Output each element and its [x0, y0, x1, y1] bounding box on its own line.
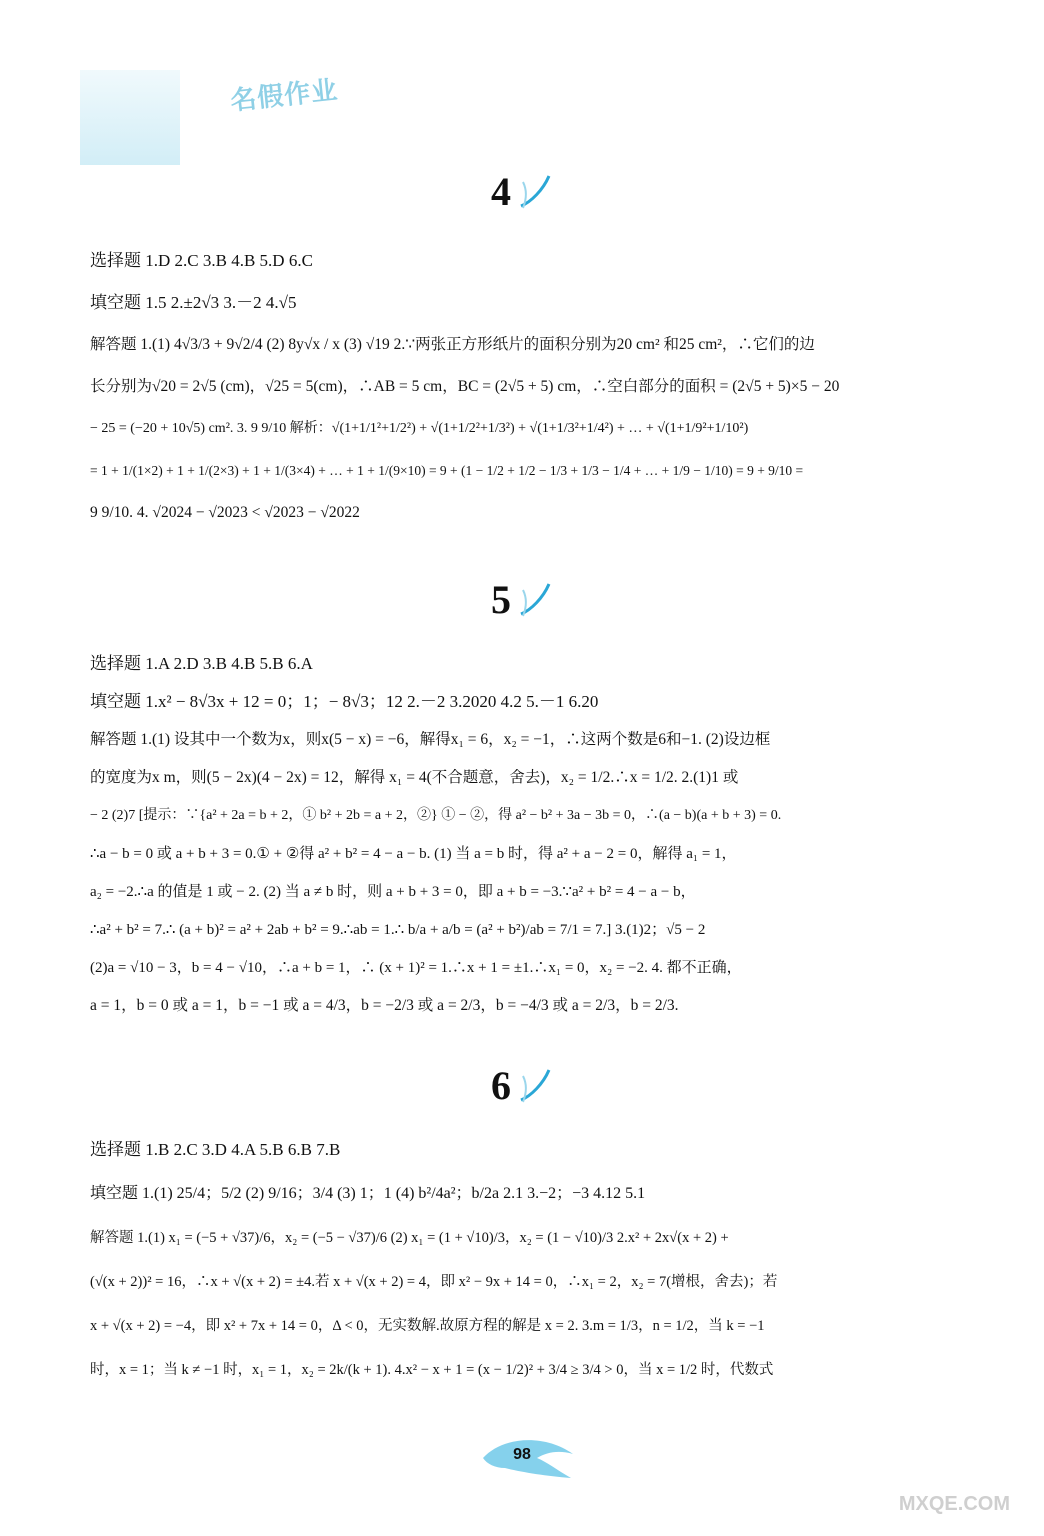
logo-graphic	[80, 70, 180, 165]
section-heading-6	[0, 1062, 1044, 1109]
answer-line: 选择题 1.D 2.C 3.B 4.B 5.D 6.C	[90, 251, 313, 270]
swoosh-icon	[517, 580, 553, 620]
answer-line: (√(x + 2))² = 16，∴x + √(x + 2) = ±4.若 x + √(x + 2) = 4，即 x² − 9x + 14 = 0，∴x₁ = 2，x₂ = 7(增根，舍去)；若	[90, 1274, 778, 1290]
section-number: 5	[491, 577, 511, 622]
page-number: 98	[513, 1446, 531, 1463]
answer-line: ∴a − b = 0 或 a + b + 3 = 0.① + ②得 a² + b² = 4 − a − b. (1) 当 a = b 时，得 a² + a − 2 = 0，解得 a₁ = 1，	[90, 846, 737, 862]
watermark-text: MXQE.COM	[898, 1493, 1010, 1515]
answer-line: 的宽度为x m，则(5 − 2x)(4 − 2x) = 12，解得 x₁ = 4(不合题意，舍去)，x₂ = 1/2.∴x = 1/2. 2.(1)1 或	[90, 769, 739, 786]
header-logo	[70, 40, 370, 170]
section-5-content	[90, 645, 1002, 1025]
answer-line: − 2 (2)7 [提示：∵{a² + 2a = b + 2，① b² + 2b = a + 2，②} ① − ②，得 a² − b² + 3a − 3b = 0，∴(a − b)(a + b + 3) = 0.	[90, 808, 782, 823]
answer-line: 解答题 1.(1) 4√3/3 + 9√2/4 (2) 8y√x / x (3) √19 2.∵两张正方形纸片的面积分别为20 cm² 和25 cm²，∴它们的边	[90, 336, 815, 353]
answer-line: 选择题 1.B 2.C 3.D 4.A 5.B 6.B 7.B	[90, 1140, 341, 1159]
section-6-content	[90, 1128, 1002, 1392]
section-number: 6	[491, 1063, 511, 1108]
answer-line: 长分别为√20 = 2√5 (cm)，√25 = 5(cm)，∴AB = 5 cm，BC = (2√5 + 5) cm，∴空白部分的面积 = (2√5 + 5)×5 − 20	[90, 378, 840, 395]
answer-line: 选择题 1.A 2.D 3.B 4.B 5.B 6.A	[90, 654, 313, 673]
section-heading-5	[0, 576, 1044, 623]
header-title: 名假作业	[228, 74, 340, 116]
swoosh-icon	[517, 1066, 553, 1106]
answer-line: 解答题 1.(1) 设其中一个数为x，则x(5 − x) = −6，解得x₁ = 6，x₂ = −1，∴这两个数是6和−1. (2)设边框	[90, 731, 771, 748]
answer-line: = 1 + 1/(1×2) + 1 + 1/(2×3) + 1 + 1/(3×4) + … + 1 + 1/(9×10) = 9 + (1 − 1/2 + 1/2 − 1/3 + 1/3 − 1/4 + … + 1/9 − 1/10) = 9 + 9/10 =	[90, 463, 804, 478]
section-heading-4	[0, 168, 1044, 215]
watermark	[860, 1440, 1030, 1530]
answer-line: x + √(x + 2) = −4，即 x² + 7x + 14 = 0，Δ < 0，无实数解.故原方程的解是 x = 2. 3.m = 1/3，n = 1/2，当 k = −1	[90, 1318, 765, 1334]
answer-line: ∴a² + b² = 7.∴ (a + b)² = a² + 2ab + b² = 9.∴ab = 1.∴ b/a + a/b = (a² + b²)/ab = 7/1 = 7.] 3.(1)2；√5 − 2	[90, 922, 706, 938]
answer-line: 填空题 1.x² − 8√3x + 12 = 0；1；− 8√3；12 2.－2 3.2020 4.2 5.－1 6.20	[90, 692, 599, 711]
answer-line: 填空题 1.5 2.±2√3 3.－2 4.√5	[90, 293, 297, 312]
answer-line: − 25 = (−20 + 10√5) cm². 3. 9 9/10 解析：√(1+1/1²+1/2²) + √(1+1/2²+1/3²) + √(1+1/3²+1/4²) + … + √(1+1/9²+1/10²)	[90, 421, 749, 436]
answer-line: 时，x = 1；当 k ≠ −1 时，x₁ = 1，x₂ = 2k/(k + 1). 4.x² − x + 1 = (x − 1/2)² + 3/4 ≥ 3/4 > 0，当 x = 1/2 时，代数式	[90, 1362, 774, 1378]
answer-line: a = 1，b = 0 或 a = 1，b = −1 或 a = 4/3，b = −2/3 或 a = 2/3，b = −4/3 或 a = 2/3，b = 2/3.	[90, 997, 679, 1014]
answer-line: 解答题 1.(1) x₁ = (−5 + √37)/6，x₂ = (−5 − √37)/6 (2) x₁ = (1 + √10)/3，x₂ = (1 − √10)/3 2.x² + 2x√(x + 2) +	[90, 1230, 729, 1246]
answer-line: a₂ = −2.∴a 的值是 1 或 − 2. (2) 当 a ≠ b 时，则 a + b + 3 = 0，即 a + b = −3.∵a² + b² = 4 − a − b，	[90, 884, 696, 900]
answer-line: 9 9/10. 4. √2024 − √2023 < √2023 − √2022	[90, 504, 360, 521]
section-4-content	[90, 240, 1002, 534]
swoosh-icon	[517, 172, 553, 212]
answer-line: (2)a = √10 − 3，b = 4 − √10，∴a + b = 1，∴ (x + 1)² = 1.∴x + 1 = ±1.∴x₁ = 0，x₂ = −2. 4. 都不正确，	[90, 960, 742, 976]
section-number: 4	[491, 169, 511, 214]
answer-line: 填空题 1.(1) 25/4；5/2 (2) 9/16；3/4 (3) 1；1 (4) b²/4a²；b/2a 2.1 3.−2；−3 4.12 5.1	[90, 1185, 646, 1202]
